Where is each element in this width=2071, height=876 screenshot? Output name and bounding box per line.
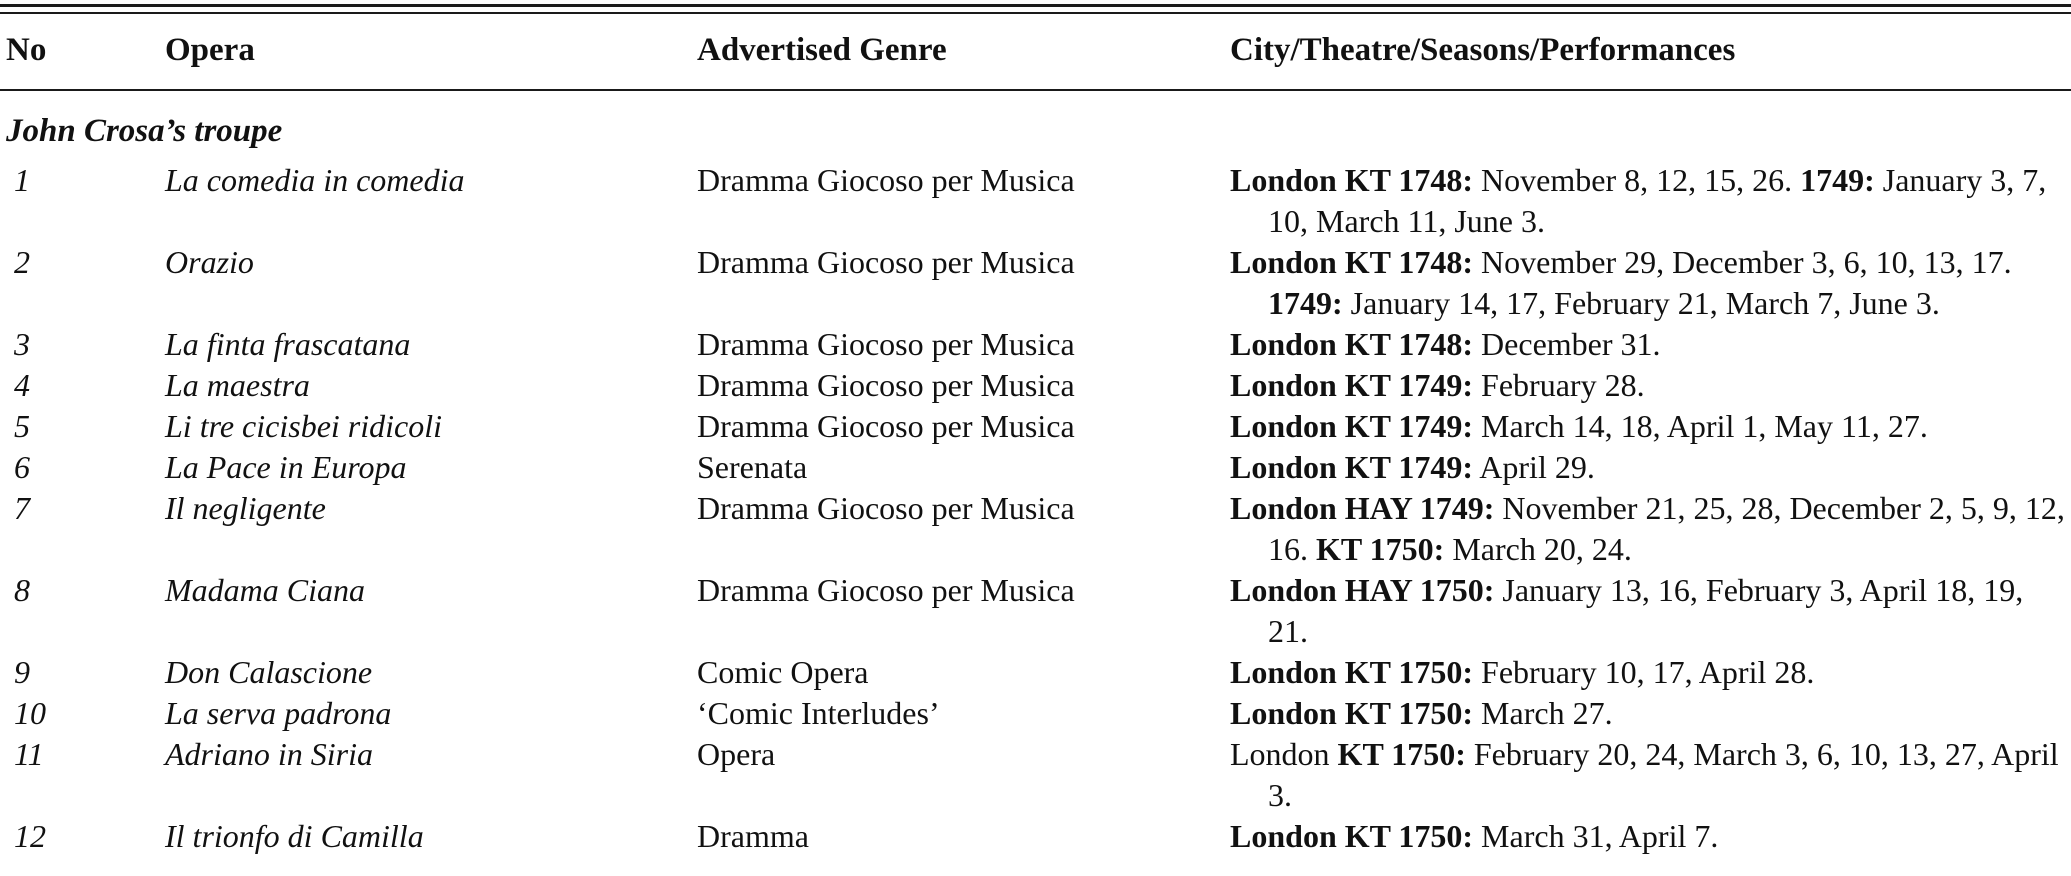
opera-title: La maestra — [165, 367, 310, 403]
opera-title: Il negligente — [165, 490, 326, 526]
season-label: London KT 1750: — [1230, 695, 1474, 731]
header-no: No — [6, 32, 47, 68]
season-label: 1749: — [1268, 285, 1343, 321]
header-rule — [0, 89, 2071, 91]
header-advertised-genre: Advertised Genre — [697, 32, 947, 68]
advertised-genre: Dramma Giocoso per Musica — [697, 244, 1075, 280]
table-body — [0, 160, 2071, 857]
advertised-genre: Dramma Giocoso per Musica — [697, 490, 1075, 526]
row-number: 5 — [14, 408, 30, 444]
advertised-genre: Opera — [697, 736, 776, 772]
header-opera: Opera — [165, 32, 255, 68]
row-number: 12 — [14, 818, 46, 854]
performance-dates: January 3, 7, 10, March 11, June 3. — [1268, 162, 2047, 239]
performance-dates: March 20, 24. — [1444, 531, 1632, 567]
advertised-genre: Dramma Giocoso per Musica — [697, 326, 1075, 362]
advertised-genre: Serenata — [697, 449, 808, 485]
season-label: KT 1750: — [1316, 531, 1445, 567]
opera-title: La comedia in comedia — [165, 162, 465, 198]
performances — [1230, 816, 2070, 857]
advertised-genre: Dramma Giocoso per Musica — [697, 408, 1075, 444]
row-number: 2 — [14, 244, 30, 280]
table-row — [0, 570, 2071, 652]
performance-dates: November 29, December 3, 6, 10, 13, 17. — [1473, 244, 2012, 280]
table-row — [0, 406, 2071, 447]
table-row — [0, 160, 2071, 242]
table-row — [0, 365, 2071, 406]
section-title: John Crosa’s troupe — [6, 113, 283, 149]
performance-dates: March 14, 18, April 1, May 11, 27. — [1473, 408, 1928, 444]
season-label: London KT 1749: — [1230, 449, 1474, 485]
performance-dates: March 27. — [1473, 695, 1613, 731]
advertised-genre: Dramma Giocoso per Musica — [697, 162, 1075, 198]
season-label: London KT 1750: — [1230, 818, 1474, 854]
advertised-genre: Dramma Giocoso per Musica — [697, 572, 1075, 608]
performances — [1230, 365, 2070, 406]
performances — [1230, 488, 2070, 570]
table-row — [0, 242, 2071, 324]
performance-dates: January 13, 16, February 3, April 18, 19, 21. — [1268, 572, 2024, 649]
performances — [1230, 406, 2070, 447]
table-row — [0, 734, 2071, 816]
row-number: 4 — [14, 367, 30, 403]
advertised-genre: ‘Comic Interludes’ — [697, 695, 940, 731]
performance-dates: December 31. — [1473, 326, 1661, 362]
performance-dates: April 29. — [1473, 449, 1595, 485]
opera-title: Adriano in Siria — [165, 736, 374, 772]
performances — [1230, 570, 2070, 652]
header-city-theatre-seasons: City/Theatre/Seasons/Performances — [1230, 32, 1736, 68]
season-label: KT 1750: — [1337, 736, 1466, 772]
row-number: 6 — [14, 449, 30, 485]
performances — [1230, 693, 2070, 734]
opera-title: La Pace in Europa — [165, 449, 407, 485]
performances — [1230, 652, 2070, 693]
season-label: London KT 1748: — [1230, 162, 1474, 198]
performance-dates: February 28. — [1473, 367, 1645, 403]
season-label: London KT 1748: — [1230, 326, 1474, 362]
season-label: London HAY 1750: — [1230, 572, 1495, 608]
performance-dates: January 14, 17, February 21, March 7, June 3. — [1342, 285, 1940, 321]
row-number: 11 — [14, 736, 44, 772]
row-number: 8 — [14, 572, 30, 608]
row-number: 10 — [14, 695, 46, 731]
opera-title: La finta frascatana — [165, 326, 411, 362]
season-label: London KT 1749: — [1230, 367, 1474, 403]
row-number: 1 — [14, 162, 30, 198]
row-number: 7 — [14, 490, 30, 526]
table-row — [0, 324, 2071, 365]
advertised-genre: Dramma Giocoso per Musica — [697, 367, 1075, 403]
season-label: London KT 1750: — [1230, 654, 1474, 690]
table-row — [0, 816, 2071, 857]
table-row — [0, 693, 2071, 734]
top-rule-thin — [0, 12, 2071, 14]
performances — [1230, 242, 2070, 324]
season-label: London KT 1748: — [1230, 244, 1474, 280]
row-number: 9 — [14, 654, 30, 690]
opera-title: Madama Ciana — [165, 572, 365, 608]
performances — [1230, 447, 2070, 488]
top-rule-thick — [0, 4, 2071, 7]
performances — [1230, 324, 2070, 365]
advertised-genre: Dramma — [697, 818, 809, 854]
performances — [1230, 160, 2070, 242]
performance-dates: February 20, 24, March 3, 6, 10, 13, 27, April 3. — [1268, 736, 2059, 813]
season-label: London HAY 1749: — [1230, 490, 1495, 526]
opera-title: Il trionfo di Camilla — [165, 818, 424, 854]
performances — [1230, 734, 2070, 816]
season-label: 1749: — [1800, 162, 1875, 198]
performance-dates: March 31, April 7. — [1473, 818, 1719, 854]
season-label: London KT 1749: — [1230, 408, 1474, 444]
opera-title: Li tre cicisbei ridicoli — [165, 408, 442, 444]
performance-dates: February 10, 17, April 28. — [1473, 654, 1815, 690]
opera-title: La serva padrona — [165, 695, 392, 731]
opera-title: Don Calascione — [165, 654, 373, 690]
performance-dates: November 8, 12, 15, 26. — [1473, 162, 1801, 198]
table-row — [0, 488, 2071, 570]
advertised-genre: Comic Opera — [697, 654, 869, 690]
table-row — [0, 447, 2071, 488]
table-row — [0, 652, 2071, 693]
opera-title: Orazio — [165, 244, 254, 280]
performance-dates: London — [1230, 736, 1338, 772]
performance-dates: November 21, 25, 28, December 2, 5, 9, 12, 16. — [1268, 490, 2065, 567]
row-number: 3 — [14, 326, 30, 362]
